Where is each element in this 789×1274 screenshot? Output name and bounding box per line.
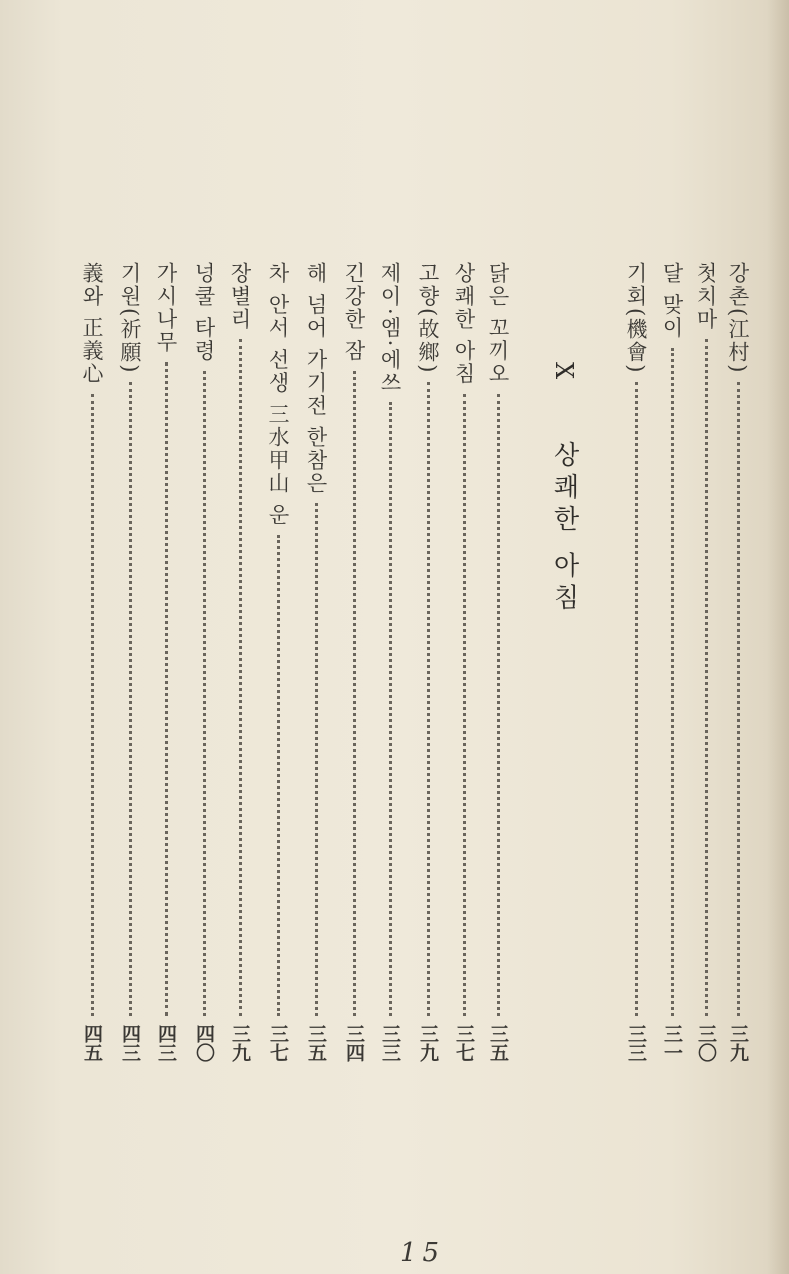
toc-entry-title: 해 넘어 가기전 한참은	[304, 262, 328, 496]
toc-entry-title: 넝쿨 타령	[192, 262, 216, 363]
toc-entry	[414, 262, 442, 1062]
dot-leader	[165, 362, 168, 1016]
toc-entry-title: 제이·엠·에쓰	[378, 262, 402, 395]
toc-entry-page: 三九	[229, 1024, 251, 1062]
toc-entry-title: 기원(祈願)	[118, 262, 142, 375]
toc-entry-page: 三三	[379, 1024, 401, 1062]
toc-entry	[302, 262, 330, 1062]
toc-entry-title: 달 맞이	[660, 262, 684, 340]
toc-entry-page: 三五	[305, 1024, 327, 1062]
page-edge-shadow	[767, 0, 789, 1274]
toc-entry-title: 차 안서 선생 三水甲山 운	[266, 262, 290, 527]
dot-leader	[737, 382, 740, 1016]
toc-entry	[724, 262, 752, 1062]
toc-entry-page: 三九	[727, 1024, 749, 1062]
dot-leader	[239, 339, 242, 1016]
toc-entry-page: 三五	[487, 1024, 509, 1062]
toc-entry	[340, 262, 368, 1062]
dot-leader	[389, 402, 392, 1016]
toc-entry	[78, 262, 106, 1062]
toc-entry-title: 닭은 꼬끼오	[486, 262, 510, 386]
toc-entry-page: 三七	[267, 1024, 289, 1062]
dot-leader	[427, 382, 430, 1016]
dot-leader	[315, 503, 318, 1016]
dot-leader	[671, 348, 674, 1016]
dot-leader	[91, 394, 94, 1016]
toc-entry-page: 三三	[625, 1024, 647, 1062]
section-heading	[546, 362, 583, 616]
toc-entry-title: 기회(機會)	[624, 262, 648, 375]
dot-leader	[463, 394, 466, 1016]
toc-entry-page: 三四	[343, 1024, 365, 1062]
dot-leader	[129, 382, 132, 1016]
toc-entry	[450, 262, 478, 1062]
toc-entry-page: 三七	[453, 1024, 475, 1062]
toc-entry-page: 三一	[661, 1024, 683, 1062]
toc-entry	[116, 262, 144, 1062]
toc-entry	[226, 262, 254, 1062]
toc-entry-page: 四三	[119, 1024, 141, 1062]
toc-entry-page: 四三	[155, 1024, 177, 1062]
section-number: X	[550, 362, 578, 386]
toc-entry-title: 상쾌한 아침	[452, 262, 476, 386]
toc-entry-title: 첫치마	[694, 262, 718, 331]
toc-entry	[376, 262, 404, 1062]
toc-entry	[692, 262, 720, 1062]
toc-entry-title: 강촌(江村)	[726, 262, 750, 375]
toc-entry-title: 가시나무	[154, 262, 178, 354]
toc-entry-page: 三〇	[695, 1024, 717, 1062]
dot-leader	[277, 535, 280, 1016]
toc-entry	[152, 262, 180, 1062]
dot-leader	[203, 371, 206, 1016]
toc-entry-title: 장별리	[228, 262, 252, 331]
dot-leader	[635, 382, 638, 1016]
toc-entry	[484, 262, 512, 1062]
toc-entry-page: 三九	[417, 1024, 439, 1062]
toc-entry	[264, 262, 292, 1062]
toc-entry	[658, 262, 686, 1062]
dot-leader	[353, 371, 356, 1016]
toc-entry-page: 四五	[81, 1024, 103, 1062]
toc-entry-page: 四〇	[193, 1024, 215, 1062]
page-number: 15	[400, 1238, 446, 1268]
toc-entry-title: 義와 正義心	[80, 262, 104, 386]
toc-entry	[622, 262, 650, 1062]
section-title: 상쾌한 아침	[549, 441, 579, 616]
toc-entry-title: 긴강한 잠	[342, 262, 366, 363]
dot-leader	[705, 339, 708, 1016]
toc-entry-title: 고향(故鄉)	[416, 262, 440, 375]
dot-leader	[497, 394, 500, 1016]
toc-entry	[190, 262, 218, 1062]
